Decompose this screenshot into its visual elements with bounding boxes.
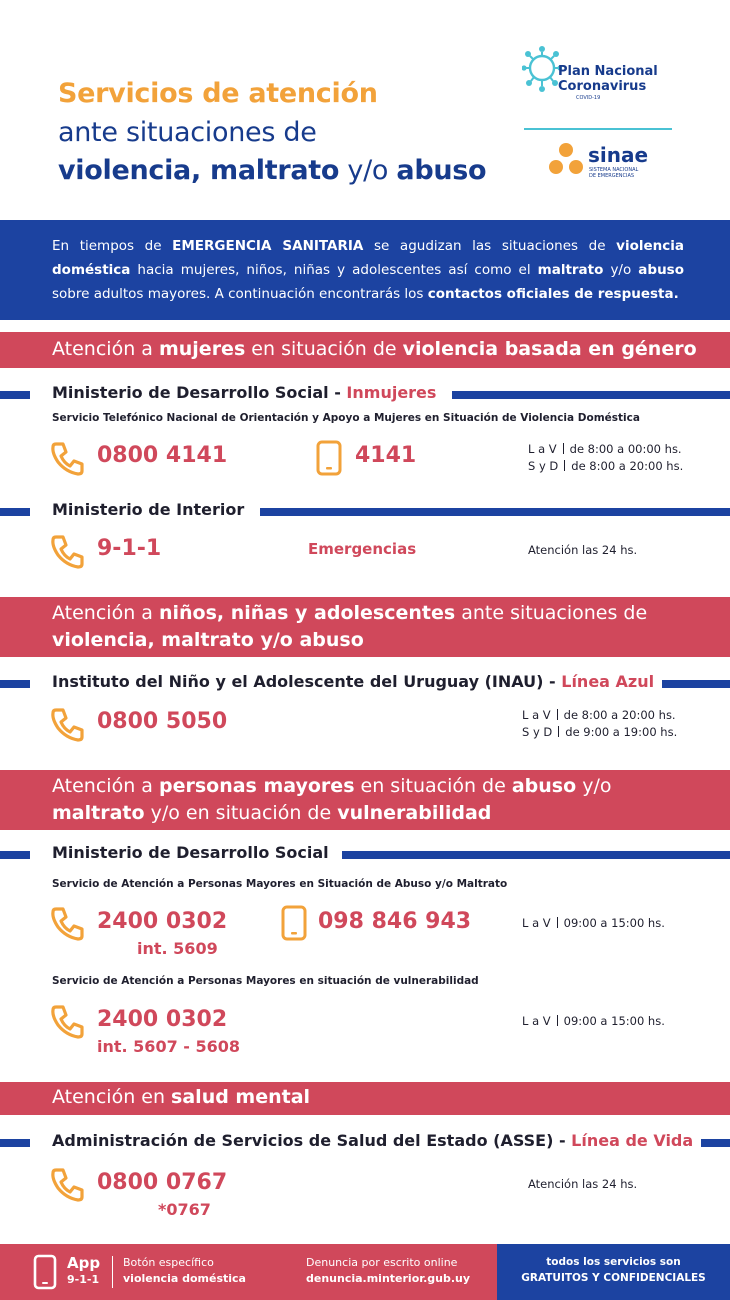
phone-icon: [50, 1003, 86, 1039]
sinae-logo: [548, 140, 668, 180]
footer-button-label: Botón específico: [123, 1256, 214, 1269]
schedule: L a V 09:00 a 15:00 hs.: [522, 916, 665, 930]
phone-number[interactable]: 0800 4141: [97, 443, 228, 468]
schedule: L a V de 8:00 a 20:00 hs. S y D de 9:00 a 19:00 hs.: [522, 708, 678, 739]
footer-app-number: 9-1-1: [67, 1273, 100, 1286]
phone-extension: int. 5607 - 5608: [97, 1037, 241, 1056]
service-description: Servicio de Atención a Personas Mayores en Situación de Abuso y/o Maltrato: [52, 878, 508, 890]
phone-number[interactable]: 2400 0302: [97, 909, 228, 934]
section-children: Atención a niños, niñas y adolescentes ante situaciones de violencia, maltrato y/o abuso: [0, 597, 730, 657]
footer-report-label: Denuncia por escrito online: [306, 1256, 458, 1269]
mobile-app-icon: [33, 1254, 57, 1290]
page-title-line2: ante situaciones de: [58, 117, 317, 148]
section-elderly: Atención a personas mayores en situación de abuso y/o maltrato y/o en situación de vulnerabilidad: [0, 770, 730, 830]
sinae-sub: SISTEMA NACIONAL DE EMERGENCIAS: [589, 167, 639, 179]
page-title-line1: Servicios de atención: [58, 78, 378, 109]
footer-button-desc: violencia doméstica: [123, 1272, 246, 1285]
schedule-note: Atención las 24 hs.: [528, 1177, 638, 1191]
mobile-icon: [281, 905, 307, 941]
page-title-line3: violencia, maltrato y/o abuso: [58, 155, 487, 186]
phone-number[interactable]: 2400 0302: [97, 1007, 228, 1032]
phone-icon: [50, 533, 86, 569]
intro-paragraph: En tiempos de EMERGENCIA SANITARIA se agudizan las situaciones de violencia doméstica hacia mujeres, niños, niñas y adolescentes así como el maltrato y/o abuso sobre adultos mayores. A continuación encontrarás los contactos oficiales de respuesta.: [0, 220, 730, 320]
service-description: Servicio Telefónico Nacional de Orientación y Apoyo a Mujeres en Situación de Violencia Doméstica: [52, 412, 640, 424]
phone-extension: int. 5609: [137, 939, 218, 958]
phone-number[interactable]: 0800 5050: [97, 709, 228, 734]
org-mides: Ministerio de Desarrollo Social: [0, 843, 730, 865]
footer-app-label: App: [67, 1254, 101, 1272]
plan-logo-line1: Plan Nacional: [558, 64, 658, 79]
mobile-icon: [316, 440, 342, 476]
phone-number[interactable]: 0800 0767: [97, 1170, 228, 1195]
org-asse: Administración de Servicios de Salud del Estado (ASSE) - Línea de Vida: [0, 1131, 730, 1153]
org-mides-inmujeres: Ministerio de Desarrollo Social - Inmujeres: [0, 383, 730, 405]
section-women: Atención a mujeres en situación de violencia basada en género: [0, 332, 730, 368]
service-description: Servicio de Atención a Personas Mayores en situación de vulnerabilidad: [52, 975, 479, 987]
footer-free-line2: GRATUITOS Y CONFIDENCIALES: [521, 1272, 706, 1284]
sinae-icon: [548, 142, 584, 178]
footer-free-services: [497, 1244, 730, 1300]
org-inau: Instituto del Niño y el Adolescente del Uruguay (INAU) - Línea Azul: [0, 672, 730, 694]
phone-icon: [50, 706, 86, 742]
plan-logo-line2: Coronavirus: [558, 79, 647, 94]
plan-nacional-coronavirus-logo: [522, 42, 682, 118]
mobile-number[interactable]: 098 846 943: [318, 909, 472, 934]
plan-logo-sub: COVID-19: [576, 95, 601, 101]
emergency-label: Emergencias: [308, 540, 417, 558]
mobile-number[interactable]: 4141: [355, 443, 417, 468]
sinae-name: sinae: [588, 143, 649, 167]
org-interior: Ministerio de Interior: [0, 500, 730, 522]
short-number[interactable]: *0767: [158, 1200, 211, 1219]
schedule-note: Atención las 24 hs.: [528, 543, 638, 557]
logo-divider: [524, 128, 672, 130]
schedule: L a V de 8:00 a 00:00 hs. S y D de 8:00 a 20:00 hs.: [528, 442, 684, 473]
section-mental-health: Atención en salud mental: [0, 1082, 730, 1115]
footer-report-url[interactable]: denuncia.minterior.gub.uy: [306, 1272, 471, 1285]
virus-icon: [522, 46, 562, 92]
schedule: L a V 09:00 a 15:00 hs.: [522, 1014, 665, 1028]
emergency-number[interactable]: 9-1-1: [97, 536, 162, 561]
footer-free-line1: todos los servicios son: [546, 1256, 681, 1268]
phone-icon: [50, 905, 86, 941]
phone-icon: [50, 1166, 86, 1202]
phone-icon: [50, 440, 86, 476]
